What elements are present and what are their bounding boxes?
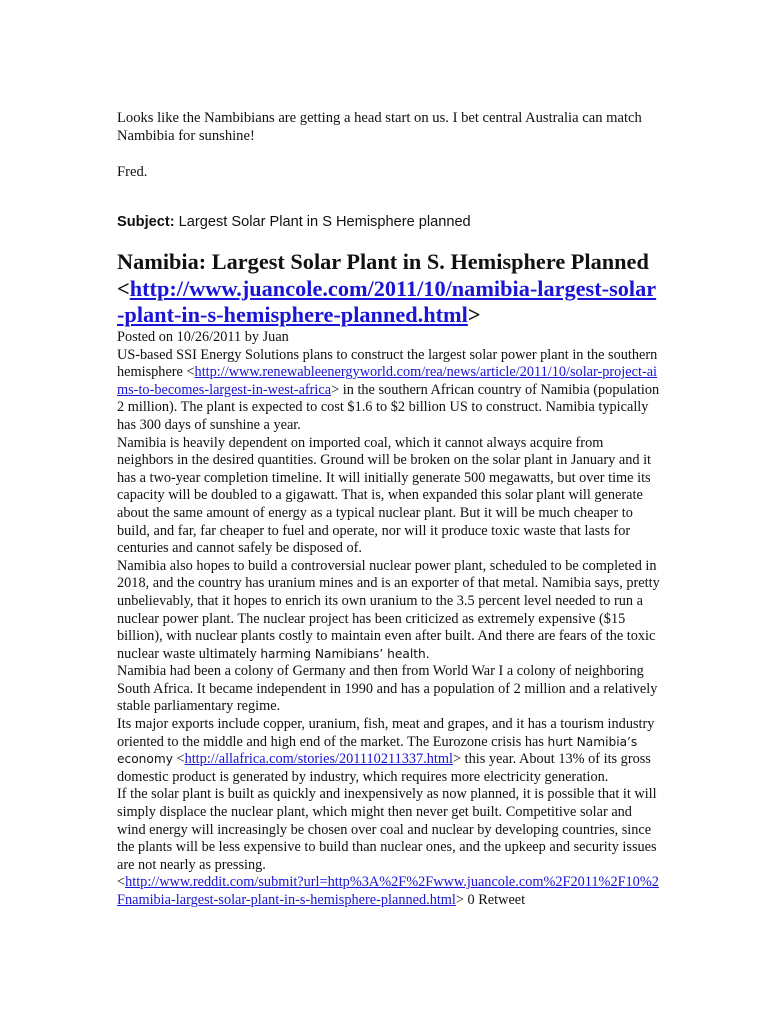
paragraph-3-text-b: harming Namibians’ health. xyxy=(260,646,430,661)
intro-text: Looks like the Nambibians are getting a head start on us. I bet central Australia can match Nambibia for sunshine! xyxy=(117,110,642,144)
article-title-text: Namibia: Largest Solar Plant in S. Hemisphere Planned < xyxy=(117,249,649,301)
allafrica-link[interactable]: http://allafrica.com/stories/201110211337.html xyxy=(184,751,453,768)
paragraph-1-text-a: US-based SSI Energy Solutions plans to construct the largest solar power plant in the southern hemisphere < xyxy=(117,346,658,381)
paragraph-5-text-d: > this year. About 13% of its gross domestic product is generated by industry, which requires more electricity generation. xyxy=(117,751,651,785)
article-title-close: > xyxy=(467,302,481,327)
paragraph-1-text-b: > in the southern African country of Namibia (population 2 million). The plant is expected to cost $1.6 to $2 billion US to construct. Namibia typically has 300 days of sunshine a year. xyxy=(117,381,660,433)
paragraph-3 xyxy=(117,558,662,664)
paragraph-5-text-c: < xyxy=(172,751,185,768)
paragraph-2: Namibia is heavily dependent on imported coal, which it cannot always acquire from neighbors in the desired quantities. Ground will be broken on the solar plant in January and it has a two-year completion timeline. It will initially generate 500 megawatts, but over time its capacity will be doubled to a gigawatt. That is, when expanded this solar plant will generate about the same amount of energy as a typical nuclear plant. But it will be much cheaper to build, and far, far cheaper to fuel and operate, nor will it produce toxic waste that lasts for centuries and cannot safely be disposed of. xyxy=(117,434,652,557)
posted-line: Posted on 10/26/2011 by Juan xyxy=(117,329,289,345)
paragraph-7-text-a: < xyxy=(117,874,126,891)
paragraph-5-text-b: hurt Namibia’s economy xyxy=(117,734,638,767)
article-title-link[interactable]: http://www.juancole.com/2011/10/namibia-largest-solar-plant-in-s-hemisphere-planned.html xyxy=(117,275,657,327)
paragraph-3-text-a: Namibia also hopes to build a controversial nuclear power plant, scheduled to be completed in 2018, and the country has uranium mines and is an exporter of that metal. Namibia says, pretty unbelievably, that it hopes to enrich its own uranium to the 3.5 percent level needed to run a nuclear power plant. The nuclear project has been criticized as extremely expensive ($15 billion), with nuclear plants costly to maintain even after built. And there are fears of the toxic nuclear waste ultimately xyxy=(117,557,660,662)
paragraph-4: Namibia had been a colony of Germany and then from World War I a colony of neighboring South Africa. It became independent in 1990 and has a population of 2 million and a relatively stable parliamentary regime. xyxy=(117,663,658,715)
subject-label: Subject: xyxy=(117,214,175,230)
subject-text: Largest Solar Plant in S Hemisphere planned xyxy=(174,214,471,230)
paragraph-7-text-b: > 0 Retweet xyxy=(455,892,526,908)
signoff-text: Fred. xyxy=(117,164,148,180)
subject-line xyxy=(117,214,471,232)
article-body xyxy=(117,329,662,910)
paragraph-6: If the solar plant is built as quickly and inexpensively as now planned, it is possible that it will simply displace the nuclear plant, which might then never get built. Competitive solar and wind energy will increasingly be chosen over coal and nuclear by developing countries, since the plants will be less expensive to build than nuclear ones, and the upkeep and security issues are not nearly as pressing. xyxy=(117,786,657,873)
paragraph-1 xyxy=(117,347,662,435)
article-title xyxy=(117,249,662,329)
reddit-submit-link[interactable]: http://www.reddit.com/submit?url=http%3A%2F%2Fwww.juancole.com%2F2011%2F10%2Fnamibia-largest-solar-plant-in-s-hemisphere-planned.html xyxy=(117,874,659,908)
renewable-energy-link[interactable]: http://www.renewableenergyworld.com/rea/news/article/2011/10/solar-project-aims-to-becomes-largest-in-west-africa xyxy=(117,364,658,398)
paragraph-5-text-a: Its major exports include copper, uranium, fish, meat and grapes, and it has a tourism industry oriented to the middle and high end of the market. The Eurozone crisis has xyxy=(117,716,655,750)
paragraph-7 xyxy=(117,874,662,909)
paragraph-5 xyxy=(117,716,662,786)
